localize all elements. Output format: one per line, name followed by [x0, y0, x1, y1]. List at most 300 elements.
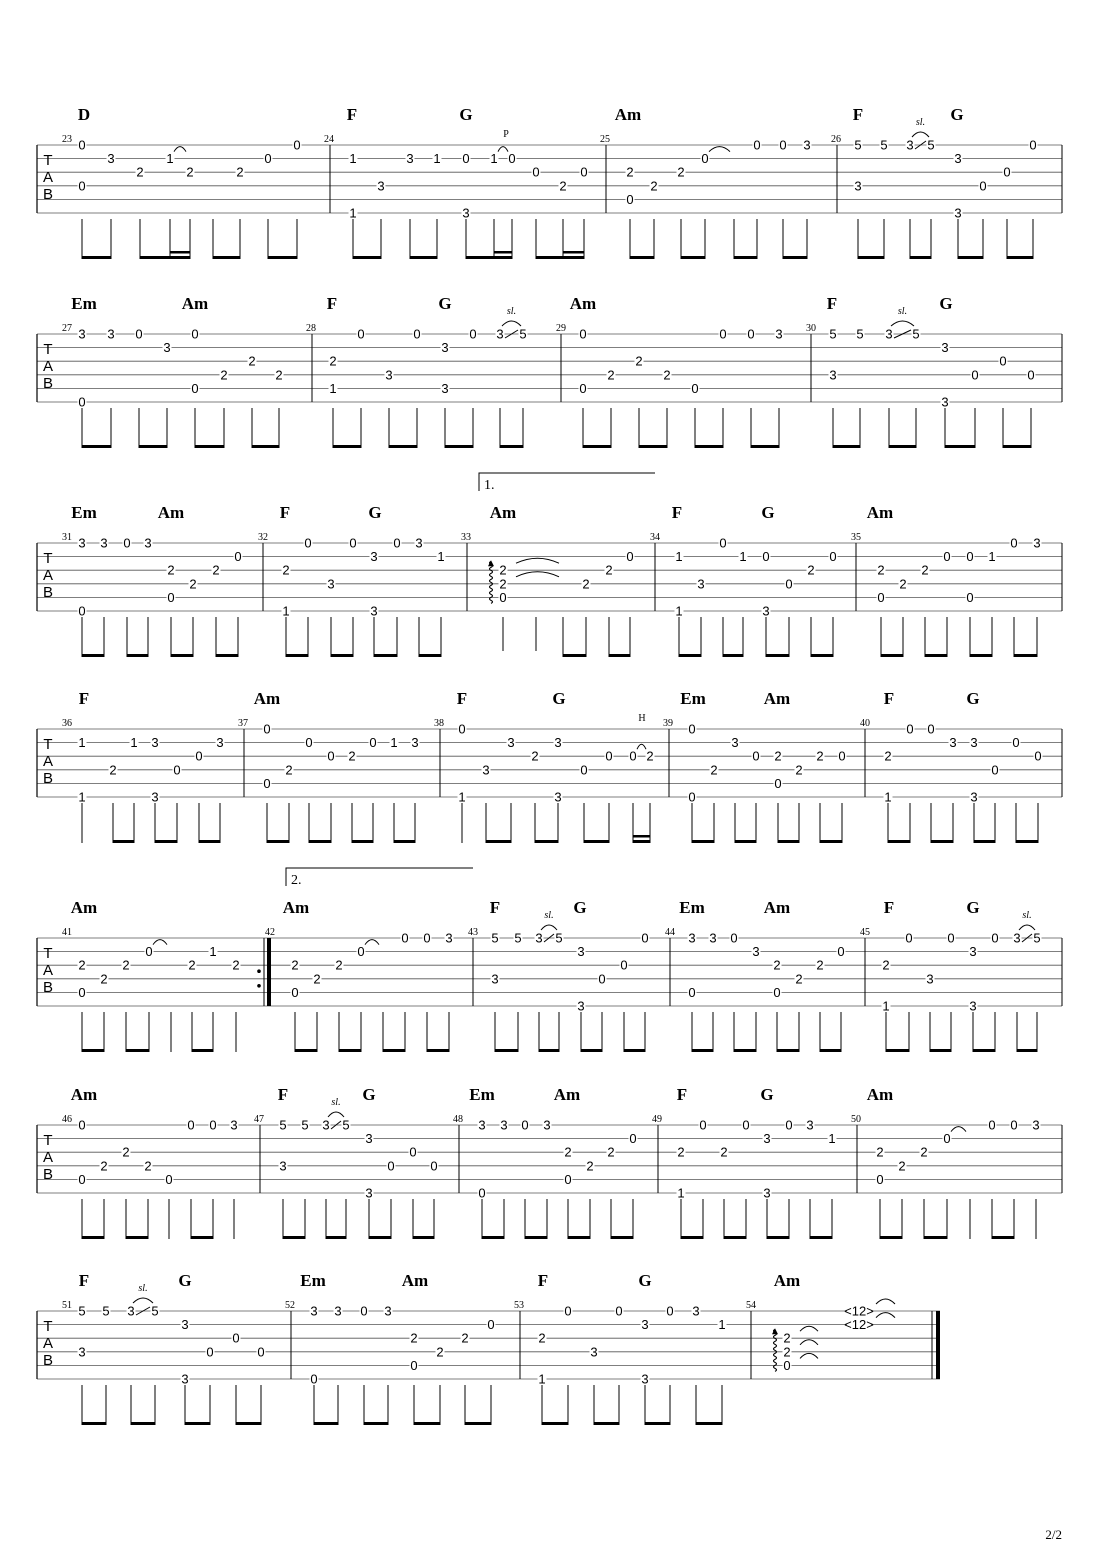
fret-number: 3: [1013, 930, 1021, 946]
fret-number: 2: [646, 748, 654, 764]
fret-number: 2: [605, 562, 613, 578]
measure-number: 28: [306, 323, 316, 334]
fret-number: 3: [763, 1131, 771, 1147]
fret-number: 5: [102, 1303, 110, 1319]
fret-number: 1: [675, 603, 683, 619]
fret-number: 0: [991, 930, 999, 946]
fret-number: 0: [499, 589, 507, 605]
beam: [568, 1236, 590, 1239]
beam: [427, 1049, 449, 1052]
chord-symbol: F: [346, 105, 358, 124]
tie-arc: [153, 940, 167, 945]
technique-label: H: [638, 713, 646, 724]
beam-sixteenth: [494, 251, 512, 254]
beam: [394, 840, 415, 843]
slide-arc: [133, 1298, 153, 1303]
fret-number: 5: [555, 930, 563, 946]
fret-number: 0: [304, 535, 312, 551]
beam: [767, 1236, 789, 1239]
measure-number: 49: [652, 1114, 662, 1125]
fret-number: 3: [370, 549, 378, 565]
fret-number: 3: [554, 789, 562, 805]
fret-number: 2: [559, 178, 567, 194]
fret-number: 3: [144, 535, 152, 551]
fret-number: 0: [1029, 137, 1037, 153]
fret-number: 0: [688, 721, 696, 737]
chord-symbol: G: [761, 503, 775, 522]
fret-number: 5: [880, 137, 888, 153]
beam: [930, 1049, 951, 1052]
fret-number: 3: [806, 1117, 814, 1133]
fret-number: 0: [564, 1303, 572, 1319]
fret-number: 0: [742, 1117, 750, 1133]
beam: [383, 1049, 405, 1052]
chord-symbol: F: [489, 898, 501, 917]
fret-number: 2: [348, 748, 356, 764]
volta-bracket: [479, 473, 655, 491]
fret-number: 1: [458, 789, 466, 805]
fret-number: 0: [666, 1303, 674, 1319]
fret-number: 3: [462, 205, 470, 221]
tab-clef-letter: T: [43, 341, 53, 358]
fret-number: 0: [123, 535, 131, 551]
fret-number: 2: [884, 748, 892, 764]
chord-symbol: G: [573, 898, 587, 917]
fret-number: 0: [209, 1117, 217, 1133]
beam: [127, 654, 148, 657]
fret-number: 3: [1033, 535, 1041, 551]
tab-clef-letter: B: [42, 1166, 54, 1183]
fret-number: 3: [941, 340, 949, 356]
fret-number: 0: [991, 762, 999, 778]
measure-number: 36: [62, 718, 72, 729]
beam: [171, 654, 193, 657]
fret-number: 3: [829, 367, 837, 383]
beam: [482, 1236, 504, 1239]
fret-number: 0: [360, 1303, 368, 1319]
fret-number: 3: [491, 971, 499, 987]
fret-number: 3: [478, 1117, 486, 1133]
beam: [140, 256, 190, 259]
slide-mark: sl.: [897, 306, 908, 317]
fret-number: 3: [327, 576, 335, 592]
beam: [445, 445, 473, 448]
measure-number: 23: [62, 134, 72, 145]
fret-number: 3: [885, 326, 893, 342]
fret-number: 0: [357, 326, 365, 342]
chord-symbol: F: [676, 1085, 688, 1104]
tie-arc: [876, 1299, 895, 1304]
fret-number: 2: [650, 178, 658, 194]
beam: [633, 840, 650, 843]
fret-number: 2: [795, 762, 803, 778]
chord-symbol: Em: [71, 503, 97, 522]
chord-symbol: Am: [614, 105, 642, 124]
measure-number: 30: [806, 323, 816, 334]
measure-number: 39: [663, 718, 673, 729]
beam: [339, 1049, 361, 1052]
fret-number: 0: [487, 1317, 495, 1333]
fret-number: 3: [970, 735, 978, 751]
fret-number: 0: [747, 326, 755, 342]
chord-symbol: Am: [70, 1085, 98, 1104]
beam: [783, 256, 807, 259]
fret-number: 2: [78, 957, 86, 973]
beam: [486, 840, 511, 843]
beam: [495, 1049, 518, 1052]
fret-number: 0: [293, 137, 301, 153]
fret-number: 3: [500, 1117, 508, 1133]
page-number: 2/2: [1045, 1527, 1062, 1542]
beam: [369, 1236, 391, 1239]
fret-number: 5: [856, 326, 864, 342]
tab-clef-letter: T: [43, 945, 53, 962]
measure-number: 25: [600, 134, 610, 145]
fret-number: 2: [920, 1144, 928, 1160]
chord-symbol: Am: [181, 294, 209, 313]
beam: [858, 256, 884, 259]
beam: [645, 1422, 670, 1425]
slide-arc: [541, 925, 557, 930]
chord-symbol: F: [78, 1271, 90, 1290]
measure-number: 46: [62, 1114, 72, 1125]
fret-number: 2: [335, 957, 343, 973]
fret-number: 5: [151, 1303, 159, 1319]
chord-symbol: F: [277, 1085, 289, 1104]
fret-number: 3: [926, 971, 934, 987]
chord-symbol: Am: [282, 898, 310, 917]
fret-number: 2: [136, 164, 144, 180]
fret-number: 0: [145, 944, 153, 960]
measure-number: 38: [434, 718, 444, 729]
fret-number: 3: [535, 930, 543, 946]
beam: [888, 840, 910, 843]
fret-number: 0: [78, 984, 86, 1000]
chord-symbol: F: [852, 105, 864, 124]
beam: [820, 840, 842, 843]
measure-number: 26: [831, 134, 841, 145]
fret-number: 2: [899, 576, 907, 592]
fret-number: 0: [1003, 164, 1011, 180]
fret-number: 3: [482, 762, 490, 778]
fret-number: 2: [582, 576, 590, 592]
fret-number: 2: [720, 1144, 728, 1160]
tie-arc: [876, 1313, 895, 1318]
tab-clef-letter: T: [43, 550, 53, 567]
slide-arc: [502, 321, 521, 326]
fret-number: 2: [212, 562, 220, 578]
measure-number: 52: [285, 1300, 295, 1311]
beam: [639, 445, 667, 448]
fret-number: 0: [305, 735, 313, 751]
arpeggio-arrow: [772, 1328, 778, 1334]
beam: [295, 1049, 317, 1052]
beam: [681, 256, 705, 259]
fret-number: 2: [773, 957, 781, 973]
fret-number: 0: [966, 589, 974, 605]
measure-number: 41: [62, 927, 72, 938]
beam: [734, 1049, 756, 1052]
tie-arc: [365, 940, 379, 945]
fret-number: 3: [78, 1344, 86, 1360]
beam: [563, 654, 586, 657]
beam: [82, 1049, 104, 1052]
fret-number: 3: [949, 735, 957, 751]
fret-number: 0: [257, 1344, 265, 1360]
fret-number: 0: [605, 748, 613, 764]
fret-number: 0: [78, 178, 86, 194]
fret-number: 2: [410, 1330, 418, 1346]
fret-number: 3: [970, 789, 978, 805]
fret-number: 3: [1032, 1117, 1040, 1133]
fret-number: 3: [854, 178, 862, 194]
beam: [1014, 654, 1037, 657]
fret-number: 0: [838, 748, 846, 764]
fret-number: 0: [753, 137, 761, 153]
beam-sixteenth: [170, 251, 190, 254]
tab-clef-letter: B: [42, 1352, 54, 1369]
fret-number: 2: [882, 957, 890, 973]
fret-number: 2: [710, 762, 718, 778]
fret-number: 3: [445, 930, 453, 946]
beam: [131, 1422, 155, 1425]
fret-number: 0: [785, 576, 793, 592]
tie-arc: [951, 1127, 966, 1132]
tab-clef-letter: B: [42, 375, 54, 392]
beam: [992, 1236, 1014, 1239]
fret-number: 5: [912, 326, 920, 342]
fret-number: <12>: [844, 1317, 874, 1333]
slide-mark: sl.: [915, 117, 926, 128]
fret-number: 3: [322, 1117, 330, 1133]
fret-number: 3: [365, 1185, 373, 1201]
fret-number: 0: [927, 721, 935, 737]
beam: [82, 1422, 106, 1425]
slide-arc: [912, 132, 929, 137]
chord-symbol: Em: [679, 898, 705, 917]
fret-number: 2: [329, 353, 337, 369]
measure-number: 35: [851, 532, 861, 543]
fret-number: 0: [615, 1303, 623, 1319]
fret-number: 2: [607, 367, 615, 383]
chord-symbol: Am: [157, 503, 185, 522]
fret-number: 3: [411, 735, 419, 751]
fret-number: 0: [641, 930, 649, 946]
chord-symbol: F: [537, 1271, 549, 1290]
beam: [309, 840, 331, 843]
beam: [886, 1049, 909, 1052]
fret-number: 2: [795, 971, 803, 987]
fret-number: 3: [969, 998, 977, 1014]
fret-number: 0: [167, 589, 175, 605]
beam: [216, 654, 238, 657]
fret-number: 2: [876, 1144, 884, 1160]
fret-number: 1: [882, 998, 890, 1014]
beam: [267, 840, 289, 843]
tab-clef-letter: A: [42, 753, 54, 770]
fret-number: 0: [626, 549, 634, 565]
beam: [735, 840, 756, 843]
slide-arc: [891, 321, 914, 326]
beam: [539, 1049, 559, 1052]
beam: [931, 840, 953, 843]
beam: [924, 1236, 947, 1239]
beam: [525, 1236, 547, 1239]
fret-number: 5: [301, 1117, 309, 1133]
beam: [881, 654, 903, 657]
fret-number: 2: [248, 353, 256, 369]
slide-mark: sl.: [506, 306, 517, 317]
fret-number: 2: [783, 1330, 791, 1346]
chord-symbol: F: [456, 689, 468, 708]
slide-mark: sl.: [1022, 910, 1032, 921]
fret-number: 0: [999, 353, 1007, 369]
tab-clef-letter: A: [42, 1149, 54, 1166]
volta-label: 1.: [484, 478, 495, 493]
fret-number: 0: [688, 789, 696, 805]
fret-number: 0: [423, 930, 431, 946]
fret-number: 0: [1010, 1117, 1018, 1133]
beam: [1016, 840, 1038, 843]
fret-number: 0: [291, 984, 299, 1000]
tab-clef-letter: A: [42, 567, 54, 584]
fret-number: 1: [884, 789, 892, 805]
tie-arc: [174, 147, 186, 152]
fret-number: 2: [663, 367, 671, 383]
beam: [724, 1236, 746, 1239]
fret-number: 2: [109, 762, 117, 778]
fret-number: 2: [635, 353, 643, 369]
chord-symbol: Am: [773, 1271, 801, 1290]
measure-number: 45: [860, 927, 870, 938]
fret-number: 3: [406, 151, 414, 167]
chord-symbol: F: [279, 503, 291, 522]
fret-number: 0: [232, 1330, 240, 1346]
beam: [213, 256, 240, 259]
tab-clef-letter: B: [42, 770, 54, 787]
fret-number: 0: [369, 735, 377, 751]
fret-number: 3: [334, 1303, 342, 1319]
beam: [252, 445, 279, 448]
fret-number: 2: [189, 576, 197, 592]
fret-number: 0: [979, 178, 987, 194]
fret-number: 0: [837, 944, 845, 960]
fret-number: 3: [385, 367, 393, 383]
fret-number: 3: [906, 137, 914, 153]
slide-mark: sl.: [138, 1283, 148, 1294]
fret-number: 3: [127, 1303, 135, 1319]
tab-clef-letter: B: [42, 584, 54, 601]
fret-number: 3: [507, 735, 515, 751]
chord-symbol: Am: [763, 689, 791, 708]
fret-number: 0: [462, 151, 470, 167]
fret-number: 0: [783, 1357, 791, 1373]
chord-symbol: Am: [866, 503, 894, 522]
fret-number: 0: [532, 164, 540, 180]
chord-symbol: G: [552, 689, 566, 708]
fret-number: 3: [969, 944, 977, 960]
beam: [314, 1422, 338, 1425]
fret-number: 0: [469, 326, 477, 342]
measure-number: 47: [254, 1114, 264, 1125]
fret-number: 3: [641, 1317, 649, 1333]
chord-symbol: Am: [866, 1085, 894, 1104]
fret-number: 1: [78, 735, 86, 751]
fret-number: 0: [409, 1144, 417, 1160]
fret-number: 3: [377, 178, 385, 194]
fret-number: 0: [719, 535, 727, 551]
beam: [970, 654, 992, 657]
fret-number: 3: [590, 1344, 598, 1360]
beam: [778, 840, 799, 843]
fret-number: 0: [629, 1131, 637, 1147]
fret-number: 0: [773, 984, 781, 1000]
measure-number: 31: [62, 532, 72, 543]
beam: [195, 445, 224, 448]
fret-number: 2: [499, 576, 507, 592]
beam: [413, 1236, 434, 1239]
fret-number: 1: [677, 1185, 685, 1201]
measure-number: 34: [650, 532, 660, 543]
tab-clef-letter: T: [43, 1318, 53, 1335]
fret-number: 3: [762, 603, 770, 619]
beam: [910, 256, 931, 259]
fret-number: 5: [1033, 930, 1041, 946]
tab-clef-letter: B: [42, 186, 54, 203]
fret-number: 0: [752, 748, 760, 764]
beam: [624, 1049, 645, 1052]
fret-number: 3: [441, 380, 449, 396]
fret-number: 0: [701, 151, 709, 167]
fret-number: 2: [877, 562, 885, 578]
fret-number: 3: [441, 340, 449, 356]
fret-number: 2: [677, 164, 685, 180]
fret-number: 5: [491, 930, 499, 946]
beam: [594, 1422, 619, 1425]
chord-symbol: G: [760, 1085, 774, 1104]
beam: [692, 840, 714, 843]
beam: [326, 1236, 346, 1239]
beam: [609, 654, 630, 657]
measure-number: 48: [453, 1114, 463, 1125]
fret-number: 5: [927, 137, 935, 153]
beam: [185, 1422, 210, 1425]
fret-number: 3: [181, 1371, 189, 1387]
volta-label: 2.: [291, 873, 302, 888]
measure-number: 37: [238, 718, 248, 729]
chord-symbol: Am: [763, 898, 791, 917]
fret-number: 0: [1012, 735, 1020, 751]
fret-number: 1: [675, 549, 683, 565]
fret-number: 3: [954, 205, 962, 221]
beam: [191, 1236, 213, 1239]
beam: [364, 1422, 388, 1425]
fret-number: 3: [803, 137, 811, 153]
beam: [536, 256, 584, 259]
fret-number: 2: [232, 957, 240, 973]
fret-number: 1: [739, 549, 747, 565]
fret-number: 1: [437, 549, 445, 565]
fret-number: 0: [966, 549, 974, 565]
fret-number: 0: [410, 1357, 418, 1373]
fret-number: 0: [393, 535, 401, 551]
beam: [414, 1422, 440, 1425]
fret-number: 2: [807, 562, 815, 578]
chord-symbol: G: [939, 294, 953, 313]
fret-number: 2: [499, 562, 507, 578]
fret-number: 0: [779, 137, 787, 153]
fret-number: 1: [78, 789, 86, 805]
